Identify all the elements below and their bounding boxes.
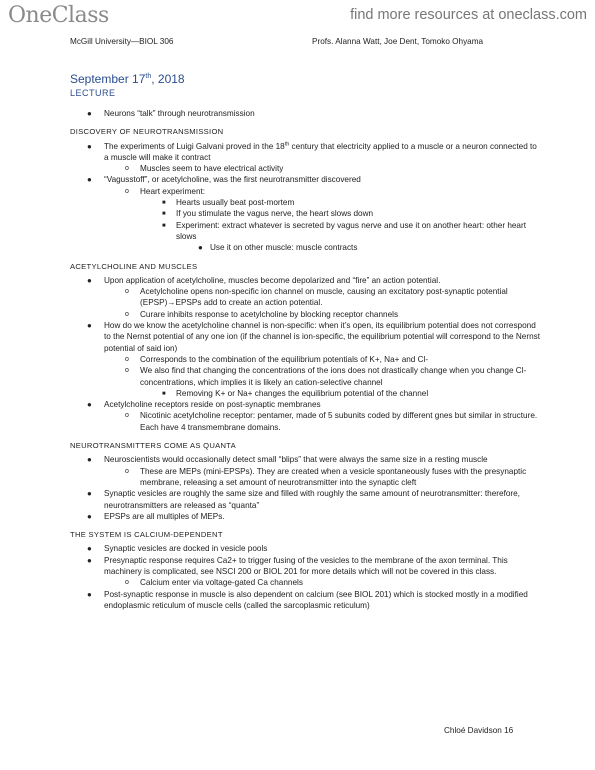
list-item: o Heart experiment: xyxy=(125,186,206,196)
list-item: ● Upon application of acetylcholine, muscles become depolarized and “fire” an action potential. xyxy=(87,275,441,285)
list-item: o We also find that changing the concentrations of the ions does not drastically change when you change Cl- concentrations, which implies it is likely an cation-selective channel xyxy=(125,366,527,387)
list-item: ● The experiments of Luigi Galvani proved in the 18th century that electricity applied to a muscle or a neuron connected to a muscle will make it contract xyxy=(87,140,537,162)
list-item: ● Presynaptic response requires Ca2+ to trigger fusing of the vesicles to the membrane of the axon terminal. This machinery is complicated, see NSCI 200 or BIOL 201 for more details which will not be covered in this class. xyxy=(87,555,508,576)
list-item: o Corresponds to the combination of the equilibrium potentials of K+, Na+ and Cl- xyxy=(125,354,429,364)
lecture-heading: LECTURE xyxy=(70,88,116,98)
list-item: ● Neuroscientists would occasionally detect small “blips” that were always the same size in a resting muscle xyxy=(87,455,488,465)
find-resources-link[interactable]: find more resources at oneclass.com xyxy=(350,7,587,23)
oneclass-logo[interactable]: OneClass xyxy=(8,3,109,28)
list-item: ● Post-synaptic response in muscle is also dependent on calcium (see BIOL 201) which is stocked mostly in a modified endoplasmic reticulum of muscle cells (called the sarcoplasmic reticulum) xyxy=(87,589,528,610)
list-item: o These are MEPs (mini-EPSPs). They are created when a vesicle spontaneously fuses with the presynaptic membrane, releasing a set amount of neurotransmitter into the synaptic cleft xyxy=(125,466,527,487)
list-item: o Nicotinic acetylcholine receptor: pentamer, made of 5 subunits coded by different gnes but similar in structure. Each have 4 transmembrane domains. xyxy=(125,411,538,432)
section-title-calcium: THE SYSTEM IS CALCIUM-DEPENDENT xyxy=(70,530,223,540)
list-item: o Acetylcholine opens non-specific ion channel on muscle, causing an excitatory post-synaptic potential (EPSP)→EPSPs add to create an action potential. xyxy=(125,287,508,308)
list-item: ■ If you stimulate the vagus nerve, the heart slows down xyxy=(162,209,374,219)
list-item: o Muscles seem to have electrical activity xyxy=(125,164,284,174)
top-banner xyxy=(0,0,595,32)
professors-header: Profs. Alanna Watt, Joe Dent, Tomoko Ohyama xyxy=(312,37,484,46)
notes-body xyxy=(70,108,540,611)
list-item: ● Use it on other muscle: muscle contracts xyxy=(198,243,358,253)
list-item: o Curare inhibits response to acetylcholine by blocking receptor channels xyxy=(125,309,399,319)
list-item: ■ Experiment: extract whatever is secreted by vagus nerve and use it on another heart: other heart slows xyxy=(162,220,526,241)
list-item: ● Neurons “talk” through neurotransmission xyxy=(87,109,255,118)
lecture-date: September 17th, 2018 xyxy=(70,72,185,86)
course-header: McGill University—BIOL 306 xyxy=(70,37,174,46)
list-item: o Calcium enter via voltage-gated Ca channels xyxy=(125,578,303,588)
list-item: ● Acetylcholine receptors reside on post-synaptic membranes xyxy=(87,400,321,410)
section-title-acetylcholine: ACETYLCHOLINE AND MUSCLES xyxy=(70,261,198,271)
footer-author-page: Chloé Davidson 16 xyxy=(444,726,514,735)
list-item: ● EPSPs are all multiples of MEPs. xyxy=(87,511,225,521)
list-item: ● Synaptic vesicles are roughly the same size and filled with roughly the same amount of neurotransmitter: therefore, neurotransmitters are released as “quanta” xyxy=(87,489,520,510)
list-item: ● How do we know the acetylcholine channel is non-specific: when it’s open, its equilibrium potential does not correspond to the Nernst potential of any one ion (if the channel is ion-specific, the equilibrium potential will correspond to the Nernst potential of said ion) xyxy=(87,321,540,353)
list-item: ● Synaptic vesicles are docked in vesicle pools xyxy=(87,544,268,554)
list-item: ■ Hearts usually beat post-mortem xyxy=(162,198,295,208)
section-title-discovery: DISCOVERY OF NEUROTRANSMISSION xyxy=(70,127,224,137)
list-item: ■ Removing K+ or Na+ changes the equilibrium potential of the channel xyxy=(162,388,429,398)
list-item: ● “Vagusstoff”, or acetylcholine, was the first neurotransmitter discovered xyxy=(87,175,361,185)
section-title-quanta: NEUROTRANSMITTERS COME AS QUANTA xyxy=(70,441,236,451)
